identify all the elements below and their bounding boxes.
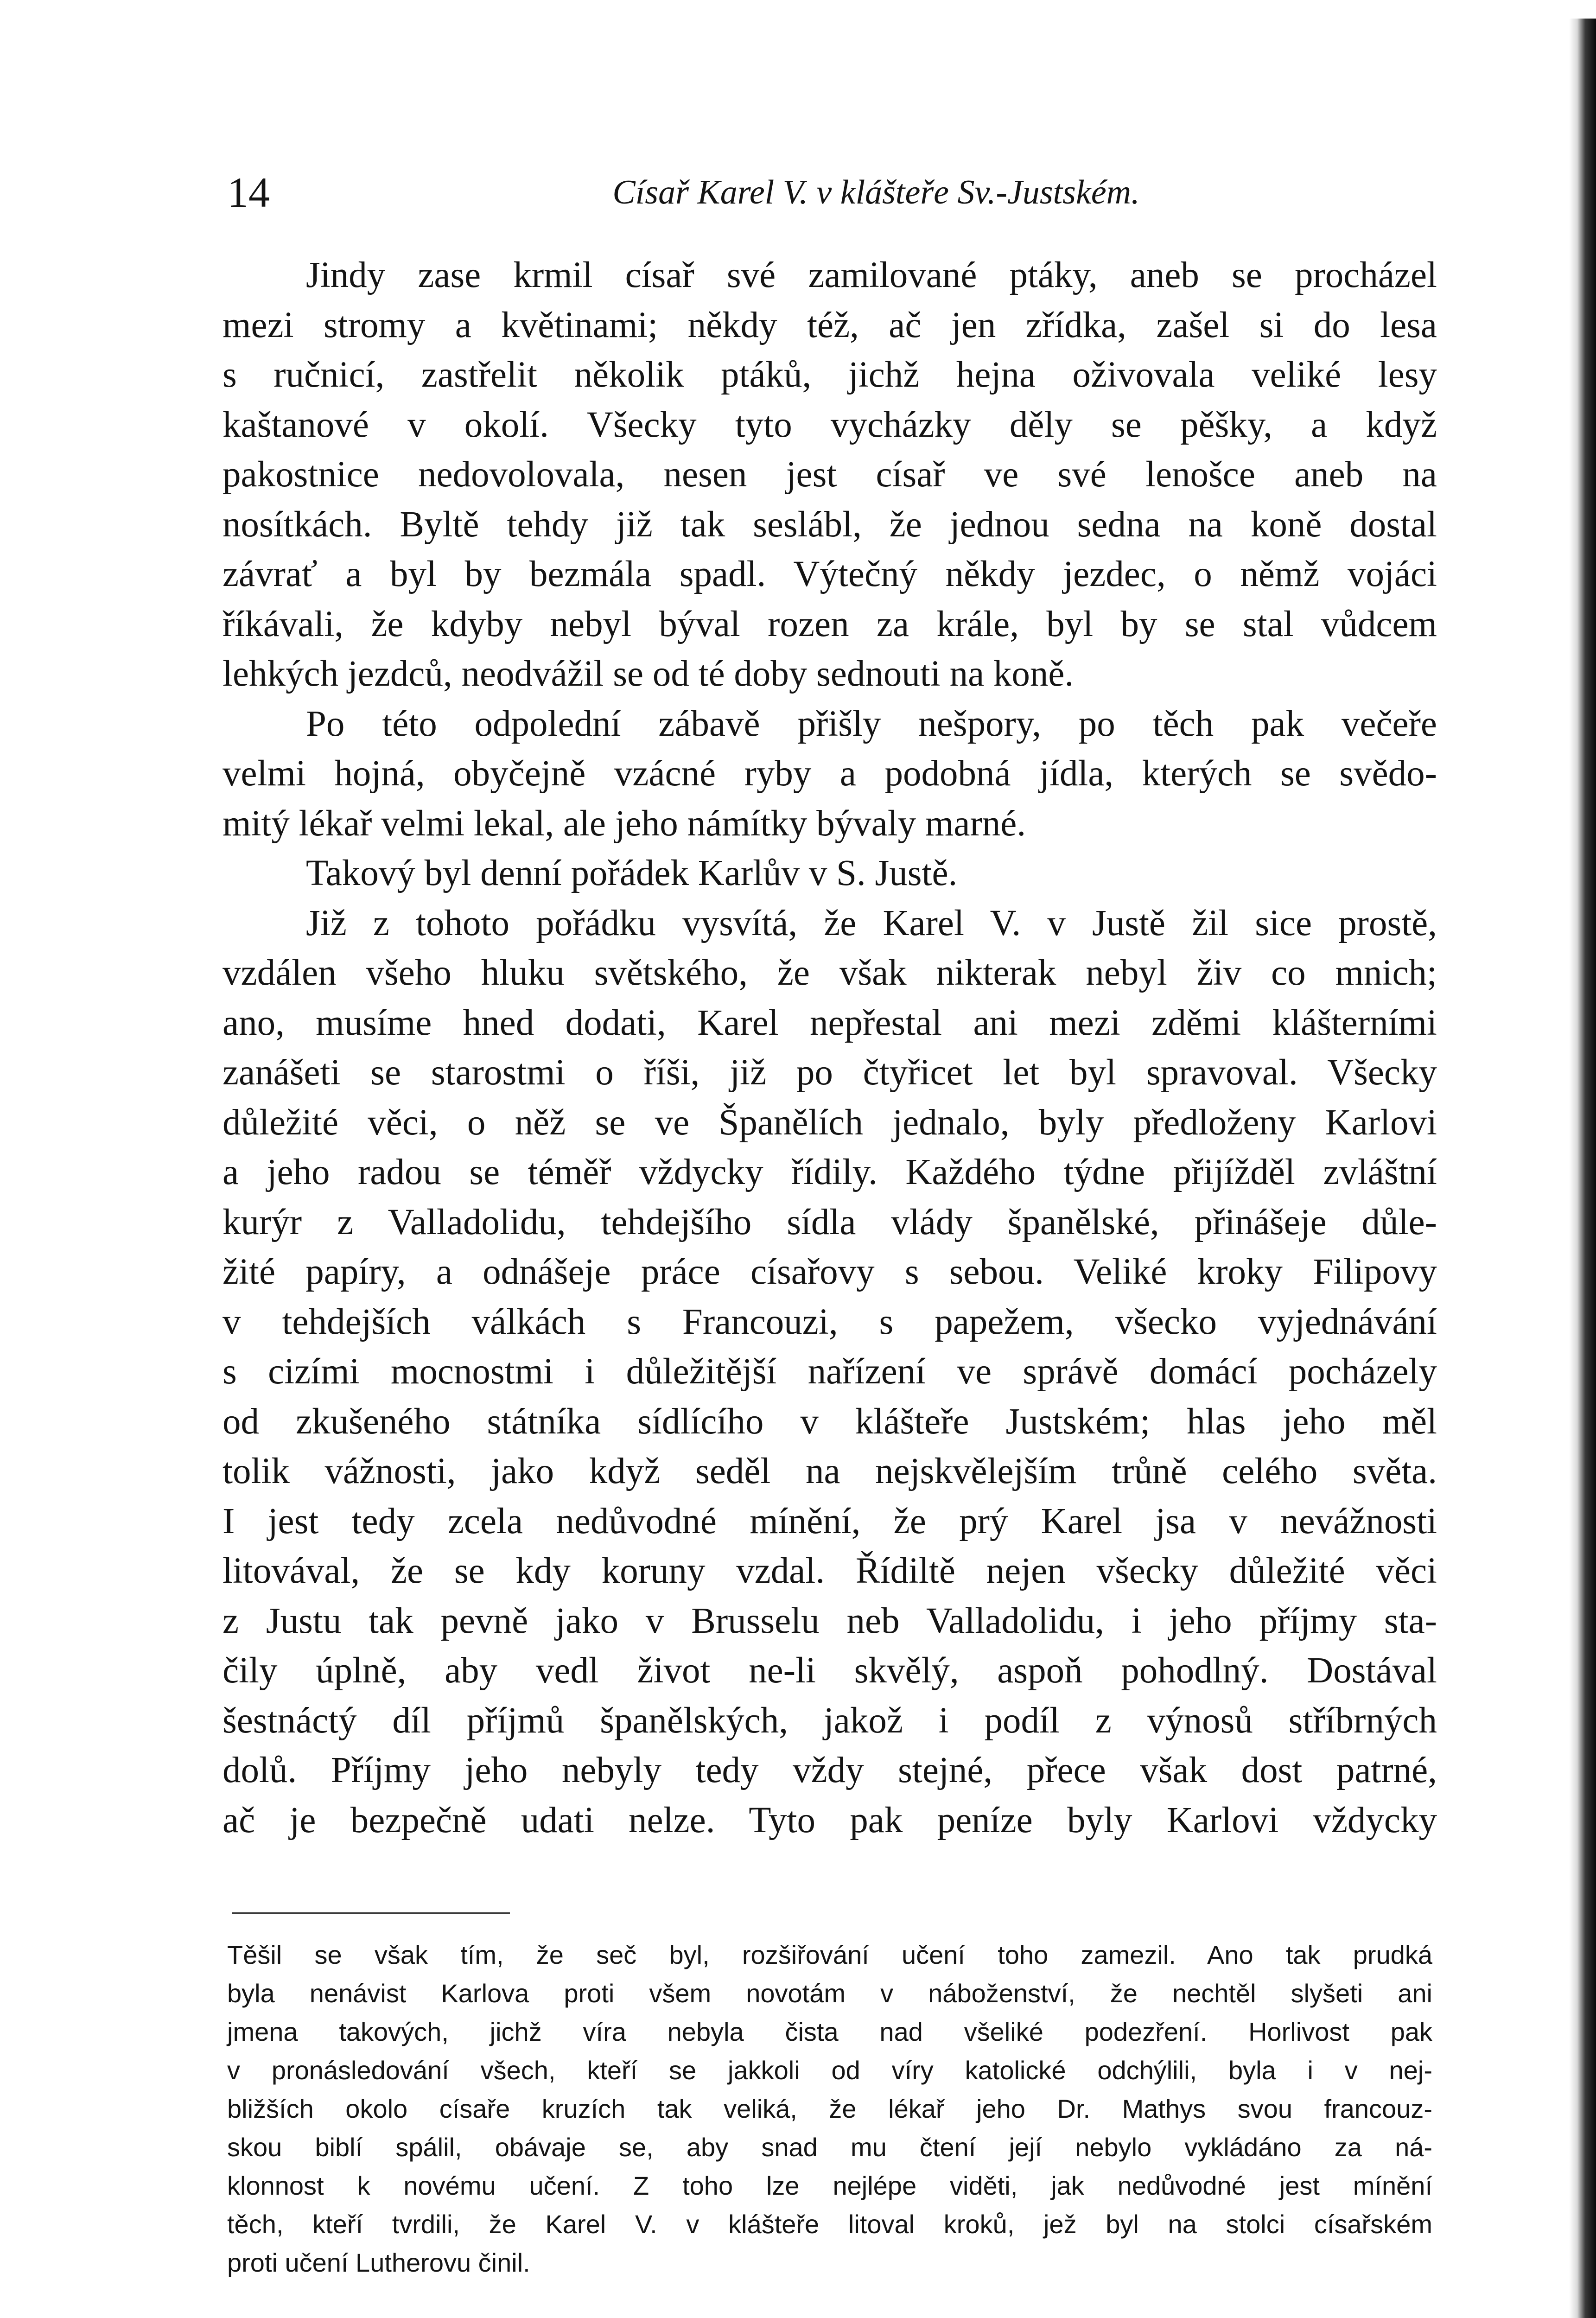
text-line: šestnáctý díl příjmů španělských, jakož i podíl z výnosů stříbrných xyxy=(223,1700,1437,1741)
text-line: nosítkách. Byltě tehdy již tak seslábl, že jednou sedna na koně dostal xyxy=(223,504,1437,545)
footnote-divider xyxy=(232,1912,510,1914)
text-line: kurýr z Valladolidu, tehdejšího sídla vlády španělské, přinášeje důle- xyxy=(223,1202,1437,1242)
text-line: závrať a byl by bezmála spadl. Výtečný někdy jezdec, o němž vojáci xyxy=(223,554,1437,594)
text-line: vzdálen všeho hluku světského, že však nikterak nebyl živ co mnich; xyxy=(223,953,1437,993)
text-line: důležité věci, o něž se ve Španělích jednalo, byly předloženy Karlovi xyxy=(223,1102,1437,1143)
page-number: 14 xyxy=(227,169,270,216)
text-line: říkávali, že kdyby nebyl býval rozen za krále, byl by se stal vůdcem xyxy=(223,604,1437,644)
footnote-line: v pronásledování všech, kteří se jakkoli od víry katolické odchýlili, byla i v nej- xyxy=(227,2056,1432,2085)
page-edge xyxy=(1569,19,1596,2318)
text-line: Po této odpolední zábavě přišly nešpory, po těch pak večeře xyxy=(306,703,1437,744)
text-line: zanášeti se starostmi o říši, již po čtyřicet let byl spravoval. Všecky xyxy=(223,1052,1437,1093)
text-line: litovával, že se kdy koruny vzdal. Řídiltě nejen všecky důležité věci xyxy=(223,1551,1437,1591)
text-line: pakostnice nedovolovala, nesen jest císař ve své lenošce aneb na xyxy=(223,454,1437,495)
text-line: mitý lékař velmi lekal, ale jeho námítky bývaly marné. xyxy=(223,803,1026,844)
text-line: lehkých jezdců, neodvážil se od té doby sednouti na koně. xyxy=(223,654,1074,694)
text-line: ano, musíme hned dodati, Karel nepřestal ani mezi zděmi klášterními xyxy=(223,1002,1437,1043)
text-line: mezi stromy a květinami; někdy též, ač jen zřídka, zašel si do lesa xyxy=(223,305,1437,345)
text-line: velmi hojná, obyčejně vzácné ryby a podobná jídla, kterých se svědo- xyxy=(223,753,1437,794)
text-line: Jindy zase krmil císař své zamilované ptáky, aneb se procházel xyxy=(306,255,1437,295)
text-line: I jest tedy zcela nedůvodné mínění, že prý Karel jsa v nevážnosti xyxy=(223,1501,1437,1541)
footnote-line: Těšil se však tím, že seč byl, rozšiřování učení toho zamezil. Ano tak prudká xyxy=(227,1940,1432,1969)
text-line: žité papíry, a odnášeje práce císařovy s sebou. Veliké kroky Filipovy xyxy=(223,1252,1437,1292)
main-text xyxy=(223,250,1437,1845)
text-line: tolik vážnosti, jako když seděl na nejskvělejším trůně celého světa. xyxy=(223,1451,1437,1491)
footnote-line: skou biblí spálil, obávaje se, aby snad mu čtení její nebylo vykládáno za ná- xyxy=(227,2133,1432,2162)
text-line: v tehdejších válkách s Francouzi, s papežem, všecko vyjednávání xyxy=(223,1301,1437,1342)
text-line: z Justu tak pevně jako v Brusselu neb Valladolidu, i jeho příjmy sta- xyxy=(223,1600,1437,1641)
text-line: Již z tohoto pořádku vysvítá, že Karel V. v Justě žil sice prostě, xyxy=(306,903,1437,943)
running-title: Císař Karel V. v klášteře Sv.-Justském. xyxy=(612,173,1140,211)
text-line: dolů. Příjmy jeho nebyly tedy vždy stejné, přece však dost patrné, xyxy=(223,1750,1437,1790)
text-line: čily úplně, aby vedl život ne-li skvělý, aspoň pohodlný. Dostával xyxy=(223,1650,1437,1691)
text-line: ač je bezpečně udati nelze. Tyto pak peníze byly Karlovi vždycky xyxy=(223,1800,1437,1840)
footnote-line: bližších okolo císaře kruzích tak veliká, že lékař jeho Dr. Mathys svou francouz- xyxy=(227,2094,1432,2123)
footnote-line: byla nenávist Karlova proti všem novotám v náboženství, že nechtěl slyšeti ani xyxy=(227,1979,1432,2008)
text-line: s ručnicí, zastřelit několik ptáků, jichž hejna oživovala veliké lesy xyxy=(223,355,1437,395)
text-line: od zkušeného státníka sídlícího v klášteře Justském; hlas jeho měl xyxy=(223,1401,1437,1442)
page-header xyxy=(227,167,1432,218)
footnote-line: proti učení Lutherovu činil. xyxy=(227,2248,530,2277)
footnote-line: klonnost k novému učení. Z toho lze nejlépe viděti, jak nedůvodné jest mínění xyxy=(227,2171,1432,2200)
footnote-line: těch, kteří tvrdili, že Karel V. v klášteře litoval kroků, jež byl na stolci císařském xyxy=(227,2210,1432,2239)
text-line: Takový byl denní pořádek Karlův v S. Justě. xyxy=(306,853,958,893)
text-line: s cizími mocnostmi i důležitější nařízení ve správě domácí pocházely xyxy=(223,1351,1437,1392)
footnote xyxy=(227,1936,1432,2282)
text-line: a jeho radou se téměř vždycky řídily. Každého týdne přijížděl zvláštní xyxy=(223,1152,1437,1192)
text-line: kaštanové v okolí. Všecky tyto vycházky děly se pěšky, a když xyxy=(223,404,1437,445)
footnote-line: jmena takových, jichž víra nebyla čista nad všeliké podezření. Horlivost pak xyxy=(227,2017,1432,2046)
